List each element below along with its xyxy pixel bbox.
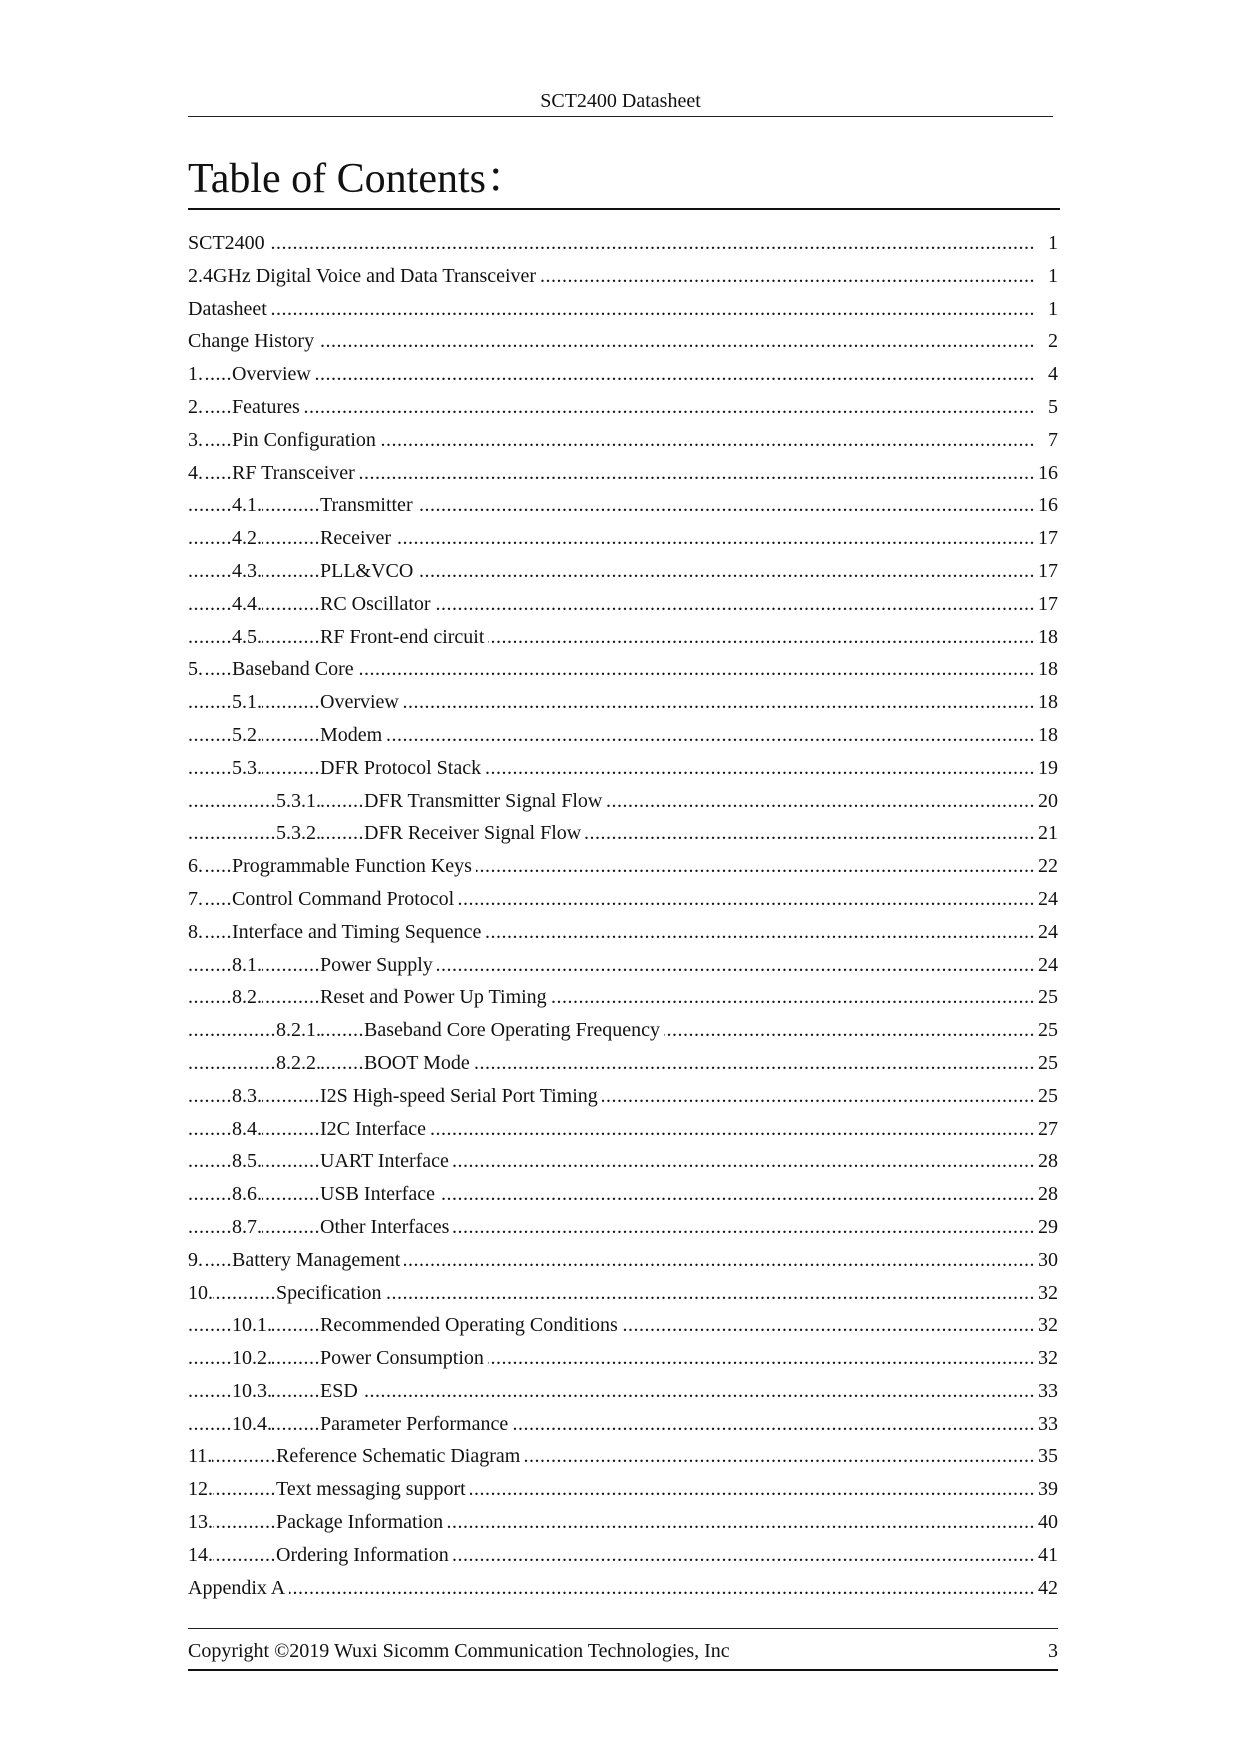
toc-entry-title: RC Oscillator <box>320 588 435 621</box>
toc-dot-leader <box>188 227 1036 260</box>
toc-dot-leader <box>188 1572 1036 1605</box>
toc-entry-number: 13. <box>188 1506 213 1539</box>
toc-entry-number: 8.6. <box>232 1178 262 1211</box>
toc-entry-title: ESD <box>320 1375 362 1408</box>
toc-entry-title: Battery Management <box>232 1244 404 1277</box>
toc-entry-page: 29 <box>1036 1211 1058 1244</box>
toc-entry-title: Overview <box>232 358 315 391</box>
toc-entry-page: 16 <box>1036 457 1058 490</box>
toc-dot-leader <box>188 555 1036 588</box>
toc-entry-page: 25 <box>1036 1080 1058 1113</box>
toc-entry-title: Specification <box>276 1277 386 1310</box>
toc-entry-title: Change History <box>188 325 318 358</box>
toc-entry[interactable] <box>188 916 1058 949</box>
toc-entry-title: Reference Schematic Diagram <box>276 1440 524 1473</box>
toc-entry-page: 7 <box>1046 424 1058 457</box>
toc-entry[interactable] <box>188 1408 1058 1441</box>
toc-entry-number: 8.2.2. <box>276 1047 321 1080</box>
toc-entry[interactable] <box>188 391 1058 424</box>
toc-entry-page: 18 <box>1036 719 1058 752</box>
toc-entry-number: 5. <box>188 653 203 686</box>
toc-entry-number: 5.3. <box>232 752 262 785</box>
toc-entry[interactable] <box>188 752 1058 785</box>
toc-entry[interactable] <box>188 358 1058 391</box>
toc-entry[interactable] <box>188 850 1058 883</box>
toc-entry[interactable] <box>188 555 1058 588</box>
toc-entry-title: Features <box>232 391 304 424</box>
toc-entry-number: 5.2. <box>232 719 262 752</box>
toc-dot-leader <box>188 949 1036 982</box>
toc-entry[interactable] <box>188 588 1058 621</box>
toc-entry[interactable] <box>188 719 1058 752</box>
toc-entry[interactable] <box>188 1047 1058 1080</box>
toc-entry-number: 8.1. <box>232 949 262 982</box>
toc-entry-number: 4.2. <box>232 522 262 555</box>
toc-entry-page: 1 <box>1046 293 1058 326</box>
toc-entry-title: Appendix A <box>188 1572 289 1605</box>
toc-entry-title: DFR Transmitter Signal Flow <box>364 785 606 818</box>
toc-dot-leader <box>188 1342 1036 1375</box>
toc-entry-number: 5.1. <box>232 686 262 719</box>
toc-entry-page: 17 <box>1036 555 1058 588</box>
toc-entry[interactable] <box>188 981 1058 1014</box>
toc-entry-title: Other Interfaces <box>320 1211 453 1244</box>
toc-entry[interactable] <box>188 1080 1058 1113</box>
toc-entry-page: 33 <box>1036 1408 1058 1441</box>
toc-entry-page: 35 <box>1036 1440 1058 1473</box>
toc-entry[interactable] <box>188 522 1058 555</box>
toc-entry-title: Modem <box>320 719 386 752</box>
toc-entry-title: Power Supply <box>320 949 437 982</box>
toc-entry-number: 4.5. <box>232 621 262 654</box>
toc-entry-title: Programmable Function Keys <box>232 850 476 883</box>
toc-entry[interactable] <box>188 1342 1058 1375</box>
toc-entry[interactable] <box>188 325 1058 358</box>
toc-entry[interactable] <box>188 1113 1058 1146</box>
toc-entry-page: 18 <box>1036 621 1058 654</box>
toc-entry[interactable] <box>188 686 1058 719</box>
toc-dot-leader <box>188 1080 1036 1113</box>
toc-entry-title: Baseband Core Operating Frequency <box>364 1014 664 1047</box>
toc-entry-page: 24 <box>1036 916 1058 949</box>
toc-entry[interactable] <box>188 424 1058 457</box>
toc-entry-number: 3. <box>188 424 203 457</box>
toc-entry-title: Recommended Operating Conditions <box>320 1309 622 1342</box>
toc-entry[interactable] <box>188 1244 1058 1277</box>
toc-entry-number: 8. <box>188 916 203 949</box>
toc-entry[interactable] <box>188 1440 1058 1473</box>
toc-entry-number: 4.4. <box>232 588 262 621</box>
toc-entry-page: 22 <box>1036 850 1058 883</box>
toc-dot-leader <box>188 719 1036 752</box>
toc-entry[interactable] <box>188 1014 1058 1047</box>
toc-entry-number: 4. <box>188 457 203 490</box>
toc-entry[interactable] <box>188 1506 1058 1539</box>
toc-entry-number: 10. <box>188 1277 213 1310</box>
toc-entry-page: 18 <box>1036 653 1058 686</box>
toc-dot-leader <box>188 522 1036 555</box>
toc-entry-title: Transmitter <box>320 489 417 522</box>
toc-entry-number: 8.2.1. <box>276 1014 321 1047</box>
toc-entry[interactable] <box>188 457 1058 490</box>
toc-entry[interactable] <box>188 1178 1058 1211</box>
page-footer <box>188 1628 1058 1671</box>
toc-entry-page: 24 <box>1036 949 1058 982</box>
toc-entry-page: 25 <box>1036 1047 1058 1080</box>
toc-entry-title: SCT2400 <box>188 227 269 260</box>
toc-entry[interactable] <box>188 817 1058 850</box>
toc-entry-page: 25 <box>1036 1014 1058 1047</box>
toc-entry-page: 19 <box>1036 752 1058 785</box>
toc-dot-leader <box>188 752 1036 785</box>
toc-entry-page: 2 <box>1046 325 1058 358</box>
toc-entry-page: 16 <box>1036 489 1058 522</box>
toc-entry-number: 5.3.2. <box>276 817 321 850</box>
toc-entry[interactable] <box>188 1375 1058 1408</box>
toc-entry-title: Baseband Core <box>232 653 358 686</box>
toc-entry-page: 17 <box>1036 588 1058 621</box>
toc-entry-page: 40 <box>1036 1506 1058 1539</box>
footer-copyright: Copyright ©2019 Wuxi Sicomm Communication Technologies, Inc <box>188 1640 730 1662</box>
toc-dot-leader <box>188 1408 1036 1441</box>
toc-entry-title: RF Front-end circuit <box>320 621 488 654</box>
toc-entry-page: 32 <box>1036 1342 1058 1375</box>
toc-entry-page: 42 <box>1036 1572 1058 1605</box>
toc-entry-number: 2. <box>188 391 203 424</box>
toc-entry[interactable] <box>188 621 1058 654</box>
toc-dot-leader <box>188 1178 1036 1211</box>
toc-entry-number: 10.4. <box>232 1408 272 1441</box>
toc-entry[interactable] <box>188 1211 1058 1244</box>
toc-dot-leader <box>188 1145 1036 1178</box>
toc-entry-number: 8.3. <box>232 1080 262 1113</box>
toc-dot-leader <box>188 293 1036 326</box>
toc-entry-title: I2S High-speed Serial Port Timing <box>320 1080 602 1113</box>
toc-dot-leader <box>188 981 1036 1014</box>
toc-title: Table of Contents： <box>188 152 1060 210</box>
toc-entry-title: I2C Interface <box>320 1113 430 1146</box>
toc-entry-title: Text messaging support <box>276 1473 470 1506</box>
toc-entry[interactable] <box>188 785 1058 818</box>
toc-entry-title: DFR Protocol Stack <box>320 752 485 785</box>
toc-entry-page: 28 <box>1036 1178 1058 1211</box>
toc-entry-title: Parameter Performance <box>320 1408 512 1441</box>
toc-entry-title: DFR Receiver Signal Flow <box>364 817 585 850</box>
toc-entry[interactable] <box>188 1277 1058 1310</box>
toc-entry-title: 2.4GHz Digital Voice and Data Transceiver <box>188 260 540 293</box>
toc-entry-title: Power Consumption <box>320 1342 488 1375</box>
toc-entry-title: UART Interface <box>320 1145 453 1178</box>
page-header <box>188 88 1053 117</box>
toc-dot-leader <box>188 391 1036 424</box>
toc-entry[interactable] <box>188 949 1058 982</box>
toc-entry-title: RF Transceiver <box>232 457 359 490</box>
toc-entry-title: Package Information <box>276 1506 447 1539</box>
toc-entry[interactable] <box>188 489 1058 522</box>
footer-page-number: 3 <box>1048 1640 1058 1662</box>
toc-entry-number: 12. <box>188 1473 213 1506</box>
toc-entry-page: 33 <box>1036 1375 1058 1408</box>
toc-entry-page: 21 <box>1036 817 1058 850</box>
toc-entry-number: 9. <box>188 1244 203 1277</box>
toc-entry[interactable] <box>188 260 1058 293</box>
toc-entry-number: 10.3. <box>232 1375 272 1408</box>
toc-entry-title: Reset and Power Up Timing <box>320 981 551 1014</box>
toc-entry-number: 6. <box>188 850 203 883</box>
toc-entry-number: 5.3.1. <box>276 785 321 818</box>
toc-entry-page: 25 <box>1036 981 1058 1014</box>
toc-entry-number: 4.1. <box>232 489 262 522</box>
toc-entry-number: 10.2. <box>232 1342 272 1375</box>
toc-dot-leader <box>188 489 1036 522</box>
toc-entry-number: 8.5. <box>232 1145 262 1178</box>
toc-entry-title: Control Command Protocol <box>232 883 458 916</box>
toc-entry[interactable] <box>188 883 1058 916</box>
toc-entry-page: 30 <box>1036 1244 1058 1277</box>
toc-dot-leader <box>188 358 1036 391</box>
toc-entry-page: 28 <box>1036 1145 1058 1178</box>
header-title: SCT2400 Datasheet <box>540 90 701 112</box>
toc-dot-leader <box>188 1375 1036 1408</box>
toc-entry-title: BOOT Mode <box>364 1047 474 1080</box>
toc-dot-leader <box>188 1211 1036 1244</box>
toc-entry-page: 1 <box>1046 260 1058 293</box>
toc-dot-leader <box>188 1113 1036 1146</box>
toc-entry-page: 20 <box>1036 785 1058 818</box>
toc-entry-page: 32 <box>1036 1277 1058 1310</box>
toc-entry-title: Ordering Information <box>276 1539 453 1572</box>
toc-entry-number: 8.2. <box>232 981 262 1014</box>
toc-entry-number: 10.1. <box>232 1309 272 1342</box>
toc-list <box>188 227 1058 1604</box>
toc-entry-number: 4.3. <box>232 555 262 588</box>
toc-entry-page: 32 <box>1036 1309 1058 1342</box>
toc-entry-title: USB Interface <box>320 1178 439 1211</box>
toc-entry[interactable] <box>188 1539 1058 1572</box>
toc-dot-leader <box>188 686 1036 719</box>
toc-entry-page: 5 <box>1046 391 1058 424</box>
toc-entry-number: 7. <box>188 883 203 916</box>
toc-entry-page: 24 <box>1036 883 1058 916</box>
toc-entry-page: 1 <box>1046 227 1058 260</box>
toc-entry[interactable] <box>188 1145 1058 1178</box>
toc-entry-page: 27 <box>1036 1113 1058 1146</box>
toc-entry-page: 39 <box>1036 1473 1058 1506</box>
toc-entry[interactable] <box>188 227 1058 260</box>
toc-entry-title: PLL&VCO <box>320 555 417 588</box>
toc-entry-title: Overview <box>320 686 403 719</box>
toc-entry-title: Pin Configuration <box>232 424 380 457</box>
toc-entry-page: 4 <box>1046 358 1058 391</box>
toc-entry-number: 8.4. <box>232 1113 262 1146</box>
toc-entry-page: 18 <box>1036 686 1058 719</box>
toc-entry-page: 17 <box>1036 522 1058 555</box>
toc-entry-title: Interface and Timing Sequence <box>232 916 485 949</box>
toc-entry[interactable] <box>188 653 1058 686</box>
toc-entry-title: Datasheet <box>188 293 271 326</box>
toc-dot-leader <box>188 588 1036 621</box>
toc-entry-page: 41 <box>1036 1539 1058 1572</box>
toc-entry[interactable] <box>188 1473 1058 1506</box>
toc-entry-number: 14. <box>188 1539 213 1572</box>
toc-dot-leader <box>188 621 1036 654</box>
toc-entry-number: 11. <box>188 1440 212 1473</box>
toc-entry-number: 1. <box>188 358 203 391</box>
toc-entry[interactable] <box>188 1309 1058 1342</box>
toc-entry-title: Receiver <box>320 522 395 555</box>
toc-entry[interactable] <box>188 1572 1058 1605</box>
toc-entry-number: 8.7. <box>232 1211 262 1244</box>
toc-entry[interactable] <box>188 293 1058 326</box>
